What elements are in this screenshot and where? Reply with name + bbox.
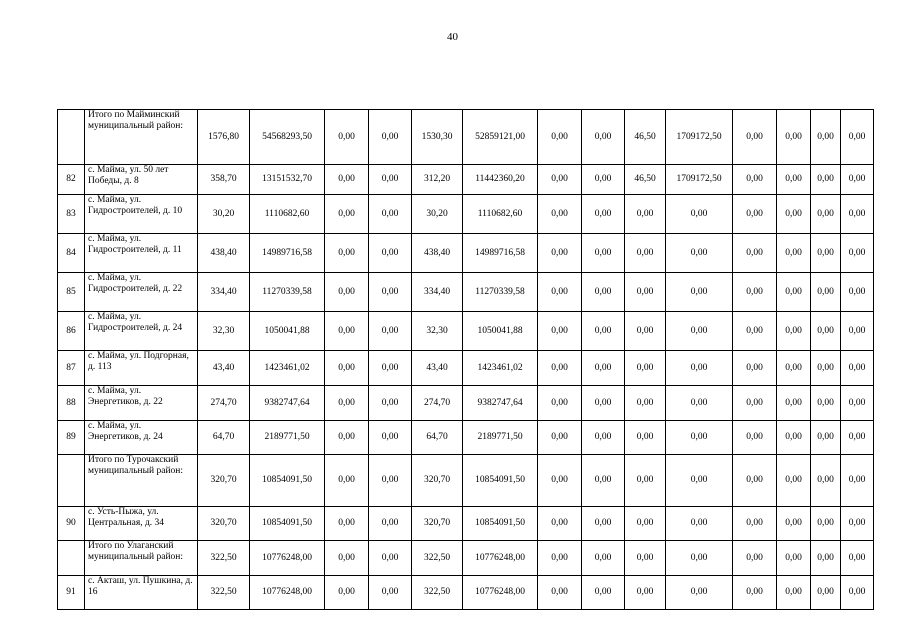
value-cell: 0,00: [625, 273, 666, 312]
value-cell: 1709172,50: [666, 165, 733, 195]
table-row: [58, 165, 874, 195]
row-number-cell: [58, 110, 85, 165]
value-cell: 0,00: [325, 576, 369, 610]
table-row: [58, 110, 874, 165]
row-number-cell: 86: [58, 312, 85, 351]
value-cell: 11270339,58: [250, 273, 325, 312]
value-cell: 1110682,60: [250, 195, 325, 234]
value-cell: 0,00: [538, 312, 582, 351]
row-number-cell: 83: [58, 195, 85, 234]
table-row: [58, 312, 874, 351]
value-cell: 0,00: [733, 421, 777, 455]
value-cell: 0,00: [733, 110, 777, 165]
value-cell: 0,00: [538, 273, 582, 312]
page-number: 40: [447, 31, 458, 43]
value-cell: 0,00: [841, 312, 874, 351]
value-cell: 0,00: [582, 541, 625, 576]
value-cell: 322,50: [412, 576, 463, 610]
value-cell: 334,40: [198, 273, 250, 312]
address-cell: Итого по Майминский муниципальный район:: [85, 110, 198, 165]
value-cell: 0,00: [325, 386, 369, 421]
row-number-cell: 88: [58, 386, 85, 421]
value-cell: 64,70: [198, 421, 250, 455]
value-cell: 0,00: [325, 234, 369, 273]
value-cell: 1050041,88: [250, 312, 325, 351]
table-row: [58, 455, 874, 507]
value-cell: 14989716,58: [250, 234, 325, 273]
value-cell: 0,00: [733, 507, 777, 541]
value-cell: 0,00: [811, 234, 841, 273]
value-cell: 0,00: [666, 541, 733, 576]
value-cell: 0,00: [582, 386, 625, 421]
value-cell: 0,00: [325, 421, 369, 455]
address-cell: с. Майма, ул. Гидростроителей, д. 24: [85, 312, 198, 351]
value-cell: 10776248,00: [250, 541, 325, 576]
value-cell: 0,00: [369, 455, 412, 507]
value-cell: 0,00: [582, 507, 625, 541]
value-cell: 0,00: [811, 351, 841, 386]
value-cell: 0,00: [325, 541, 369, 576]
value-cell: 2189771,50: [463, 421, 538, 455]
value-cell: 0,00: [777, 351, 811, 386]
value-cell: 0,00: [325, 110, 369, 165]
value-cell: 0,00: [538, 351, 582, 386]
value-cell: 0,00: [582, 351, 625, 386]
value-cell: 0,00: [369, 234, 412, 273]
value-cell: 0,00: [777, 195, 811, 234]
value-cell: 0,00: [666, 234, 733, 273]
value-cell: 9382747,64: [250, 386, 325, 421]
value-cell: 274,70: [412, 386, 463, 421]
value-cell: 0,00: [369, 421, 412, 455]
value-cell: 10776248,00: [250, 576, 325, 610]
value-cell: 0,00: [625, 455, 666, 507]
value-cell: 0,00: [733, 576, 777, 610]
address-cell: с. Майма, ул. Энергетиков, д. 24: [85, 421, 198, 455]
value-cell: 0,00: [811, 541, 841, 576]
value-cell: 0,00: [538, 576, 582, 610]
value-cell: 0,00: [369, 165, 412, 195]
value-cell: 358,70: [198, 165, 250, 195]
value-cell: 1423461,02: [250, 351, 325, 386]
value-cell: 0,00: [538, 110, 582, 165]
value-cell: 10776248,00: [463, 541, 538, 576]
address-cell: с. Майма, ул. Энергетиков, д. 22: [85, 386, 198, 421]
value-cell: 10776248,00: [463, 576, 538, 610]
value-cell: 0,00: [582, 165, 625, 195]
value-cell: 64,70: [412, 421, 463, 455]
value-cell: 0,00: [777, 110, 811, 165]
value-cell: 13151532,70: [250, 165, 325, 195]
value-cell: 0,00: [666, 421, 733, 455]
value-cell: 54568293,50: [250, 110, 325, 165]
value-cell: 0,00: [811, 165, 841, 195]
value-cell: 0,00: [777, 312, 811, 351]
value-cell: 0,00: [582, 576, 625, 610]
value-cell: 0,00: [538, 234, 582, 273]
table-row: [58, 234, 874, 273]
value-cell: 11442360,20: [463, 165, 538, 195]
value-cell: 0,00: [369, 110, 412, 165]
value-cell: 0,00: [733, 541, 777, 576]
value-cell: 1423461,02: [463, 351, 538, 386]
value-cell: 1576,80: [198, 110, 250, 165]
value-cell: 1050041,88: [463, 312, 538, 351]
value-cell: 0,00: [666, 386, 733, 421]
address-cell: с. Майма, ул. Гидростроителей, д. 22: [85, 273, 198, 312]
value-cell: 0,00: [538, 541, 582, 576]
value-cell: 0,00: [625, 421, 666, 455]
value-cell: 0,00: [325, 455, 369, 507]
value-cell: 0,00: [666, 195, 733, 234]
value-cell: 0,00: [325, 165, 369, 195]
value-cell: 0,00: [666, 273, 733, 312]
value-cell: 312,20: [412, 165, 463, 195]
value-cell: 334,40: [412, 273, 463, 312]
value-cell: 1709172,50: [666, 110, 733, 165]
value-cell: 0,00: [369, 273, 412, 312]
value-cell: 0,00: [582, 234, 625, 273]
value-cell: 0,00: [777, 541, 811, 576]
value-cell: 32,30: [198, 312, 250, 351]
value-cell: 0,00: [841, 165, 874, 195]
value-cell: 0,00: [325, 273, 369, 312]
value-cell: 0,00: [666, 312, 733, 351]
table-row: [58, 507, 874, 541]
value-cell: 0,00: [733, 165, 777, 195]
table-row: [58, 421, 874, 455]
value-cell: 320,70: [412, 507, 463, 541]
address-cell: с. Усть-Пыжа, ул. Центральная, д. 34: [85, 507, 198, 541]
value-cell: 0,00: [733, 273, 777, 312]
value-cell: 0,00: [811, 110, 841, 165]
value-cell: 30,20: [412, 195, 463, 234]
row-number-cell: 90: [58, 507, 85, 541]
value-cell: 0,00: [582, 421, 625, 455]
value-cell: 0,00: [582, 110, 625, 165]
value-cell: 0,00: [625, 234, 666, 273]
row-number-cell: 89: [58, 421, 85, 455]
value-cell: 0,00: [777, 165, 811, 195]
value-cell: 46,50: [625, 165, 666, 195]
address-cell: Итого по Турочакский муниципальный район:: [85, 455, 198, 507]
value-cell: 0,00: [777, 386, 811, 421]
value-cell: 10854091,50: [250, 507, 325, 541]
value-cell: 0,00: [538, 165, 582, 195]
value-cell: 0,00: [777, 421, 811, 455]
value-cell: 320,70: [198, 455, 250, 507]
value-cell: 0,00: [811, 421, 841, 455]
value-cell: 0,00: [369, 312, 412, 351]
value-cell: 0,00: [841, 421, 874, 455]
data-table: [57, 109, 874, 610]
value-cell: 0,00: [811, 195, 841, 234]
value-cell: 0,00: [777, 455, 811, 507]
value-cell: 0,00: [538, 421, 582, 455]
value-cell: 0,00: [325, 351, 369, 386]
address-cell: с. Майма, ул. 50 лет Победы, д. 8: [85, 165, 198, 195]
row-number-cell: 91: [58, 576, 85, 610]
row-number-cell: 85: [58, 273, 85, 312]
value-cell: 0,00: [325, 312, 369, 351]
value-cell: 0,00: [811, 386, 841, 421]
address-cell: с. Майма, ул. Гидростроителей, д. 11: [85, 234, 198, 273]
value-cell: 0,00: [841, 576, 874, 610]
value-cell: 0,00: [841, 234, 874, 273]
table-row: [58, 541, 874, 576]
value-cell: 0,00: [733, 195, 777, 234]
value-cell: 2189771,50: [250, 421, 325, 455]
value-cell: 322,50: [198, 541, 250, 576]
value-cell: 0,00: [369, 541, 412, 576]
value-cell: 438,40: [198, 234, 250, 273]
value-cell: 0,00: [841, 351, 874, 386]
value-cell: 0,00: [538, 195, 582, 234]
address-cell: с. Акташ, ул. Пушкина, д. 16: [85, 576, 198, 610]
value-cell: 14989716,58: [463, 234, 538, 273]
value-cell: 0,00: [733, 234, 777, 273]
value-cell: 0,00: [625, 507, 666, 541]
value-cell: 0,00: [625, 541, 666, 576]
value-cell: 0,00: [325, 195, 369, 234]
value-cell: 0,00: [811, 576, 841, 610]
table-row: [58, 273, 874, 312]
table-body: [58, 110, 874, 610]
value-cell: 0,00: [369, 351, 412, 386]
value-cell: 0,00: [733, 312, 777, 351]
value-cell: 0,00: [582, 195, 625, 234]
value-cell: 1530,30: [412, 110, 463, 165]
value-cell: 43,40: [198, 351, 250, 386]
value-cell: 0,00: [777, 273, 811, 312]
address-cell: Итого по Улаганский муниципальный район:: [85, 541, 198, 576]
value-cell: 0,00: [369, 386, 412, 421]
value-cell: 0,00: [582, 273, 625, 312]
value-cell: 322,50: [412, 541, 463, 576]
value-cell: 0,00: [841, 110, 874, 165]
value-cell: 274,70: [198, 386, 250, 421]
value-cell: 0,00: [582, 312, 625, 351]
value-cell: 10854091,50: [250, 455, 325, 507]
value-cell: 0,00: [666, 351, 733, 386]
value-cell: 10854091,50: [463, 507, 538, 541]
value-cell: 10854091,50: [463, 455, 538, 507]
value-cell: 46,50: [625, 110, 666, 165]
value-cell: 0,00: [369, 576, 412, 610]
value-cell: 9382747,64: [463, 386, 538, 421]
value-cell: 0,00: [582, 455, 625, 507]
value-cell: 0,00: [625, 312, 666, 351]
value-cell: 30,20: [198, 195, 250, 234]
value-cell: 0,00: [666, 507, 733, 541]
value-cell: 0,00: [625, 386, 666, 421]
value-cell: 0,00: [538, 507, 582, 541]
value-cell: 320,70: [412, 455, 463, 507]
row-number-cell: [58, 541, 85, 576]
address-cell: с. Майма, ул. Подгорная, д. 113: [85, 351, 198, 386]
value-cell: 0,00: [666, 576, 733, 610]
row-number-cell: 84: [58, 234, 85, 273]
value-cell: 0,00: [811, 455, 841, 507]
value-cell: 0,00: [841, 455, 874, 507]
value-cell: 0,00: [841, 507, 874, 541]
value-cell: 0,00: [841, 273, 874, 312]
value-cell: 11270339,58: [463, 273, 538, 312]
value-cell: 0,00: [811, 273, 841, 312]
value-cell: 0,00: [625, 351, 666, 386]
value-cell: 0,00: [811, 507, 841, 541]
value-cell: 0,00: [325, 507, 369, 541]
value-cell: 43,40: [412, 351, 463, 386]
value-cell: 322,50: [198, 576, 250, 610]
value-cell: 0,00: [841, 195, 874, 234]
value-cell: 0,00: [841, 386, 874, 421]
row-number-cell: [58, 455, 85, 507]
value-cell: 0,00: [777, 234, 811, 273]
value-cell: 0,00: [625, 576, 666, 610]
value-cell: 0,00: [733, 386, 777, 421]
table-row: [58, 386, 874, 421]
value-cell: 0,00: [733, 455, 777, 507]
value-cell: 0,00: [733, 351, 777, 386]
value-cell: 0,00: [369, 195, 412, 234]
value-cell: 0,00: [369, 507, 412, 541]
value-cell: 1110682,60: [463, 195, 538, 234]
value-cell: 52859121,00: [463, 110, 538, 165]
row-number-cell: 87: [58, 351, 85, 386]
value-cell: 0,00: [538, 455, 582, 507]
address-cell: с. Майма, ул. Гидростроителей, д. 10: [85, 195, 198, 234]
row-number-cell: 82: [58, 165, 85, 195]
table-row: [58, 576, 874, 610]
value-cell: 0,00: [666, 455, 733, 507]
table-row: [58, 195, 874, 234]
value-cell: 0,00: [777, 576, 811, 610]
table-row: [58, 351, 874, 386]
value-cell: 320,70: [198, 507, 250, 541]
value-cell: 0,00: [811, 312, 841, 351]
value-cell: 0,00: [625, 195, 666, 234]
value-cell: 0,00: [777, 507, 811, 541]
value-cell: 438,40: [412, 234, 463, 273]
value-cell: 32,30: [412, 312, 463, 351]
value-cell: 0,00: [538, 386, 582, 421]
value-cell: 0,00: [841, 541, 874, 576]
